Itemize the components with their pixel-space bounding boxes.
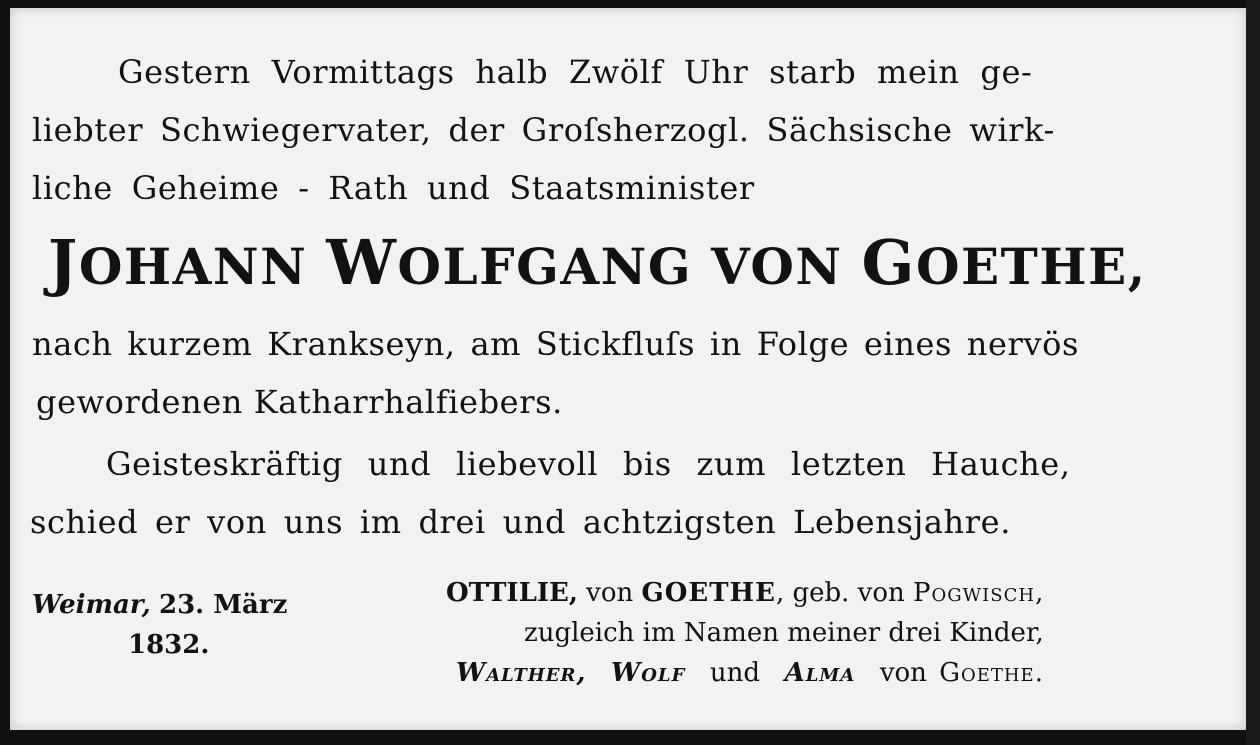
name-initial-g: G bbox=[861, 226, 916, 299]
name-part-von: VON bbox=[710, 237, 843, 296]
name-part-ohann: OHANN bbox=[78, 237, 308, 296]
child-wolf: Wolf bbox=[611, 658, 686, 688]
name-initial-j: J bbox=[48, 226, 79, 299]
signer-name: OTTILIE, bbox=[446, 578, 578, 608]
place-and-date bbox=[32, 592, 287, 618]
children-von: von bbox=[879, 658, 927, 688]
dark-edge bbox=[1246, 0, 1260, 745]
date-day-month: 23. März bbox=[158, 590, 288, 620]
signature-line1 bbox=[446, 580, 1044, 606]
signer-geb: , geb. von bbox=[775, 578, 905, 608]
family-name-goethe: Goethe. bbox=[939, 658, 1044, 688]
signer-von: von bbox=[586, 578, 634, 608]
name-part-olfgang: OLFGANG bbox=[397, 237, 693, 296]
signature-line3 bbox=[456, 660, 1044, 686]
para2-line1: nach kurzem Krankseyn, am Stickfluſs in Folge eines nervös bbox=[32, 325, 1080, 363]
name-initial-w: W bbox=[326, 226, 398, 299]
child-alma: Alma bbox=[784, 658, 856, 688]
para1-line3: liche Geheime - Rath und Staatsminister bbox=[32, 169, 755, 207]
para2-line2: gewordenen Katharrhalfiebers. bbox=[36, 383, 563, 421]
conjunction-und: und bbox=[709, 658, 761, 688]
signature-line2: zugleich im Namen meiner drei Kinder, bbox=[524, 618, 1044, 648]
para3-line1: Geisteskräftig und liebevoll bis zum letzten Hauche, bbox=[106, 445, 1071, 483]
signer-maiden-name: Pogwisch, bbox=[913, 578, 1045, 608]
deceased-name bbox=[48, 226, 1147, 299]
place-weimar: Weimar, bbox=[32, 590, 151, 620]
child-walther: Walther, bbox=[456, 658, 587, 688]
date-year: 1832. bbox=[128, 630, 210, 660]
signer-surname: GOETHE bbox=[641, 578, 776, 608]
name-part-oethe: OETHE, bbox=[916, 237, 1147, 296]
para3-line2: schied er von uns im drei und achtzigsten Lebensjahre. bbox=[30, 503, 1011, 541]
para1-line1: Gestern Vormittags halb Zwölf Uhr starb mein ge- bbox=[118, 53, 1033, 91]
death-notice bbox=[10, 8, 1246, 730]
para1-line2: liebter Schwiegervater, der Groſsherzogl. Sächsische wirk- bbox=[32, 111, 1055, 149]
